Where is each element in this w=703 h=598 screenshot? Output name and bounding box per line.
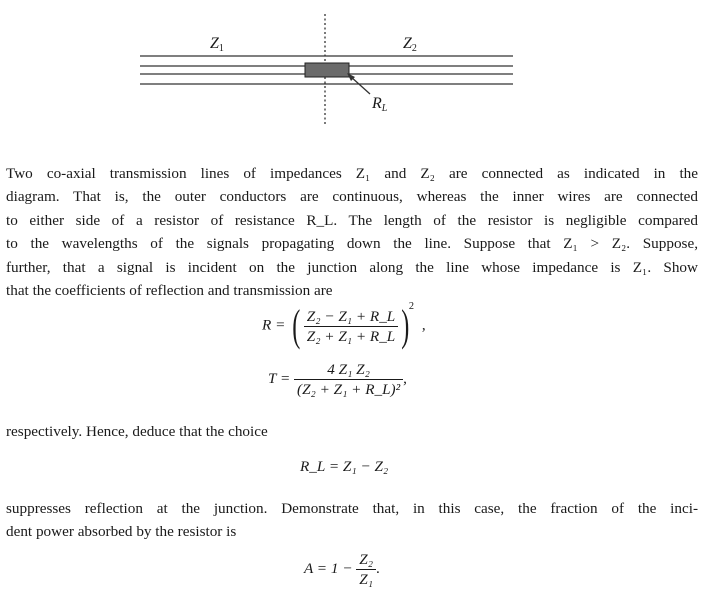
eq-r-close-paren: ) xyxy=(401,301,410,350)
eq-r-open-paren: ( xyxy=(292,301,301,350)
eq-t-fraction xyxy=(294,360,403,399)
equation-absorbed-fraction xyxy=(304,550,380,589)
problem-paragraph-2 xyxy=(6,420,698,443)
para1-line-6: that the coefficients of reflection and transmission are xyxy=(6,282,333,300)
coaxial-junction-diagram xyxy=(0,0,703,150)
para3-line-1: suppresses reflection at the junction. Demonstrate that, in this case, the fraction of the inci- xyxy=(6,500,698,517)
problem-paragraph-3 xyxy=(6,497,698,544)
eq-a-denominator: Z₁ xyxy=(359,571,374,588)
eq-r-fraction xyxy=(304,307,398,346)
eq-r-denominator: Z₂ + Z₁ + R_L xyxy=(306,327,396,345)
eq-r-exponent: 2 xyxy=(408,301,415,313)
para1-line-2: diagram. That is, the outer conductors are continuous, whereas the inner wires are connected xyxy=(6,188,698,206)
eq-r-lhs: R = xyxy=(262,316,286,334)
z1-label: Z1 xyxy=(210,35,224,54)
eq-t-denominator: (Z₂ + Z₁ + R_L)² xyxy=(297,381,401,398)
eq-r-comma: , xyxy=(421,316,426,334)
eq-t-comma: , xyxy=(403,369,407,387)
resistor xyxy=(305,63,349,77)
eq-t-numerator: 4 Z₁ Z₂ xyxy=(294,360,403,380)
eq-t-lhs: T = xyxy=(268,369,291,387)
para1-line-3: to either side of a resistor of resistance R_L. The length of the resistor is negligible compared xyxy=(6,211,698,229)
para1-line-4: to the wavelengths of the signals propagating down the line. Suppose that Z₁ > Z₂. Suppose, xyxy=(6,235,698,253)
eq-a-fraction xyxy=(356,550,376,589)
para1-line-1: Two co-axial transmission lines of impedances Z₁ and Z₂ are connected as indicated in the xyxy=(6,165,698,182)
eq-a-period: . xyxy=(376,559,380,577)
equation-matched-resistance xyxy=(300,458,388,476)
eq-a-lhs: A = 1 − xyxy=(304,559,353,577)
equation-transmission xyxy=(268,360,407,399)
z2-label: Z2 xyxy=(403,35,417,54)
para1-line-5: further, that a signal is incident on the junction along the line whose impedance is Z₁. Show xyxy=(6,258,698,276)
para3-line-2: dent power absorbed by the resistor is xyxy=(6,523,237,541)
para2-line-1: respectively. Hence, deduce that the choice xyxy=(6,423,268,440)
equation-reflection xyxy=(262,301,426,350)
eq-rl-text: R_L = Z₁ − Z₂ xyxy=(300,458,389,475)
eq-a-numerator: Z₂ xyxy=(356,550,376,570)
eq-r-numerator: Z₂ − Z₁ + R_L xyxy=(304,307,398,327)
problem-paragraph-1 xyxy=(6,162,698,302)
rl-label: RL xyxy=(372,95,388,114)
